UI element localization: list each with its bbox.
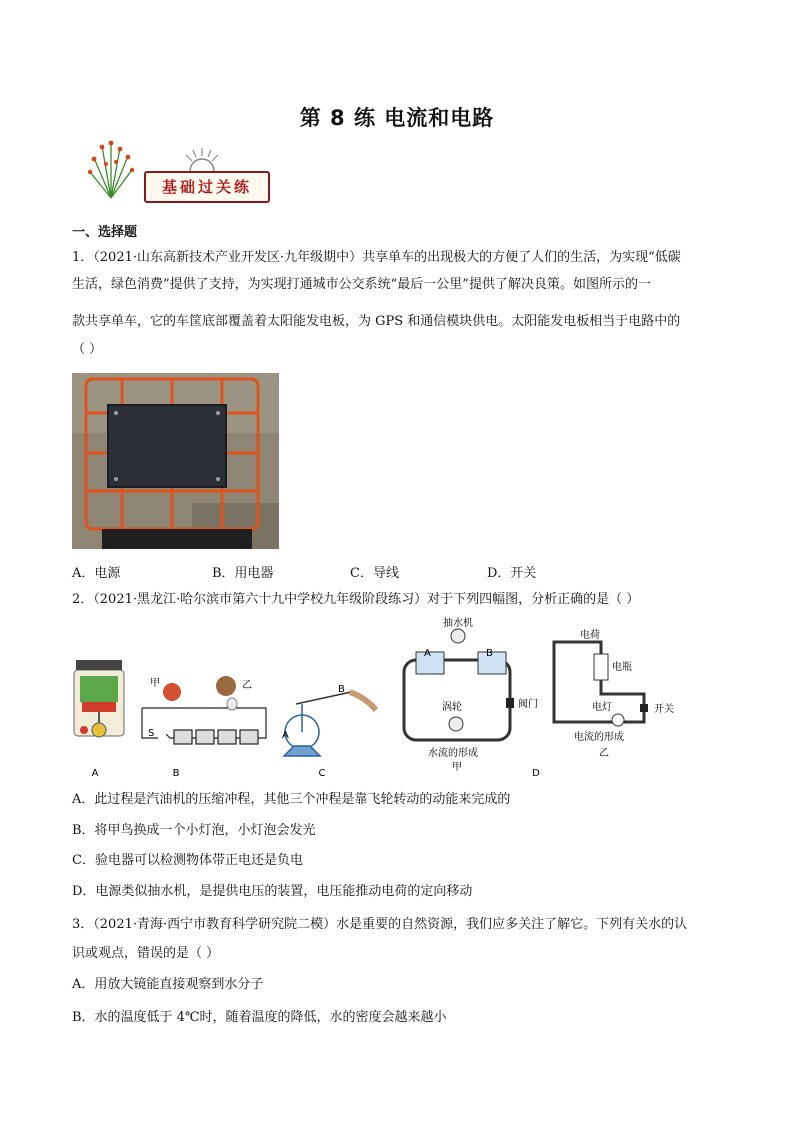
figure-b-label: B — [172, 768, 180, 779]
label-d-yi: 乙 — [599, 748, 609, 759]
q1-option-b[interactable]: B．用电器 — [212, 566, 274, 581]
q1-line-1: 1．（2021·山东高新技术产业开发区·九年级期中）共享单车的出现极大的方便了人们的生活，为实现“低碳 — [72, 250, 681, 265]
label-lamp: 电灯 — [592, 702, 612, 713]
q2-option-c[interactable]: C．验电器可以检测物体带正电还是负电 — [72, 853, 303, 868]
figure-b-circuit — [142, 708, 266, 744]
label-turbine: 涡轮 — [442, 702, 462, 713]
label-c-b: B — [338, 684, 345, 695]
figure-d-label: D — [532, 768, 540, 779]
q1-option-a[interactable]: A．电源 — [72, 566, 121, 581]
switch-icon — [640, 704, 648, 712]
label-switch-s: S — [148, 728, 155, 739]
q3-option-a[interactable]: A．用放大镜能直接观察到水分子 — [72, 977, 264, 992]
battery-icon — [594, 654, 608, 680]
section-badge — [82, 138, 272, 200]
figure-a-engine — [74, 660, 124, 737]
badge-label: 基础过关练 — [161, 178, 252, 196]
label-pump: 抽水机 — [443, 618, 473, 629]
sun-icon — [182, 144, 222, 172]
page-title: 第 8 练 电流和电路 — [299, 106, 495, 130]
label-d-b: B — [486, 648, 493, 659]
q1-line-3: 款共享单车，它的车筐底部覆盖着太阳能发电板，为 GPS 和通信模块供电。太阳能发电板相当于电路中的 — [72, 314, 681, 329]
bird-jia-icon — [163, 683, 181, 701]
figure-c-label: C — [318, 768, 326, 779]
label-charge: 电荷 — [580, 630, 600, 641]
turbine-icon — [449, 717, 463, 731]
q2-option-a[interactable]: A．此过程是汽油机的压缩冲程，其他三个冲程是靠飞轮转动的动能来完成的 — [72, 792, 511, 807]
q1-line-4: （ ） — [72, 342, 103, 357]
label-c-a: A — [282, 730, 289, 741]
q1-line-2: 生活，绿色消费”提供了支持，为实现打通城市公交系统“最后一公里”提供了解决良策。如图所示的一 — [72, 277, 651, 292]
pump-icon — [451, 629, 465, 643]
figure-c-electroscope — [284, 692, 351, 756]
bird-yi-icon — [216, 676, 236, 696]
label-battery: 电瓶 — [612, 662, 632, 673]
q3-line-2: 识或观点，错误的是（ ） — [72, 946, 220, 961]
q2-option-b[interactable]: B．将甲鸟换成一个小灯泡，小灯泡会发光 — [72, 823, 316, 838]
label-jia: 甲 — [150, 678, 160, 689]
q3-line-1: 3．（2021·青海·西宁市教育科学研究院二模）水是重要的自然资源，我们应多关注了解它。下列有关水的认 — [72, 917, 688, 932]
label-switch: 开关 — [654, 704, 674, 715]
figure-a-label: A — [91, 768, 99, 779]
label-current-flow: 电流的形成 — [574, 732, 624, 743]
flower-icon — [82, 138, 140, 200]
q1-option-c[interactable]: C．导线 — [350, 566, 399, 581]
hand-icon — [350, 692, 376, 710]
label-valve: 阀门 — [518, 699, 538, 710]
label-yi: 乙 — [242, 680, 252, 691]
label-d-a: A — [424, 648, 431, 659]
label-water-flow: 水流的形成 — [428, 748, 478, 759]
bike-basket-photo — [72, 373, 279, 549]
badge-box — [144, 171, 270, 203]
label-d-jia: 甲 — [452, 762, 462, 773]
q2-option-d[interactable]: D．电源类似抽水机，是提供电压的装置，电压能推动电荷的定向移动 — [72, 884, 473, 899]
q1-option-d[interactable]: D．开关 — [487, 566, 537, 581]
q2-stem: 2．（2021·黑龙江·哈尔滨市第六十九中学校九年级阶段练习）对于下列四幅图，分析正确的是（ ） — [72, 592, 640, 607]
section-heading: 一、选择题 — [72, 225, 138, 240]
q3-option-b[interactable]: B．水的温度低于 4℃时，随着温度的降低，水的密度会越来越小 — [72, 1010, 447, 1025]
lamp-icon — [612, 714, 624, 726]
q2-figures — [66, 612, 706, 784]
